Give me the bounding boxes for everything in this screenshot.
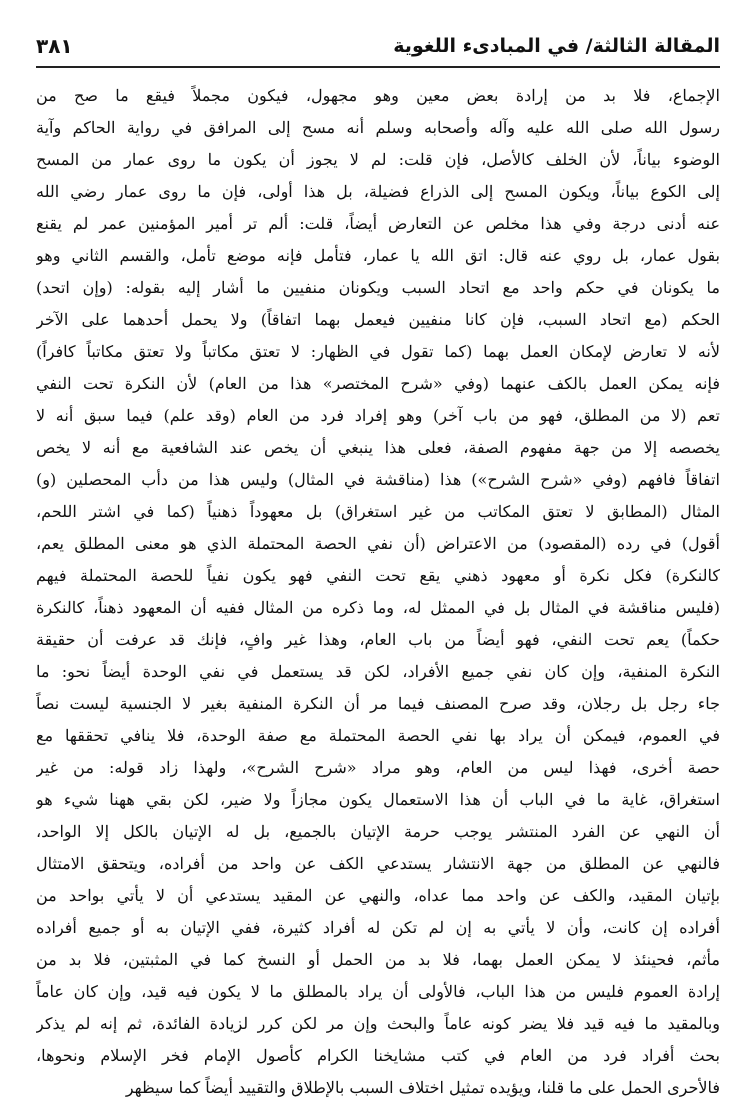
- text-line: يخصصه إلا من جهة مفهوم الصفة، فعلى هذا ينبغي أن يخص عند الشافعية مع أنه لا يخص: [36, 438, 720, 457]
- text-line: بقول عمار، بل روي عنه قال: اتق الله يا عمار، فتأمل فإنه موضع تأمل، والقسم الثاني وهو: [36, 246, 720, 265]
- page-header: [36, 32, 720, 62]
- text-line: مأثم، فحينئذ لا يمكن العمل بهما، فلا بد من الحمل أو النسخ كما في المثبتين، فلا بد من: [36, 950, 720, 969]
- text-line: حصة أخرى، فهذا ليس من العام، وهو مراد «شرح الشرح»، ولهذا زاد قوله: من غير: [36, 758, 720, 777]
- text-line: فإنه يمكن العمل بالكف عنهما (وفي «شرح المختصر» هذا من العام) لأن النكرة تحت النفي: [36, 374, 720, 393]
- page-number: ٣٨١: [36, 34, 73, 58]
- text-line: كالنكرة) فكل نكرة أو معهود ذهني يقع تحت النفي فهو يكون نفياً للحصة المحتملة فيهم: [36, 566, 720, 585]
- text-line: لأنه لا تعارض لإمكان العمل بهما (كما تقول في الظهار: لا تعتق مكاتباً ولا تعتق مكاتباً كافراً): [36, 342, 720, 361]
- text-line: أن النهي عن الفرد المنتشر يوجب حرمة الإتيان بالجميع، بل له الإتيان بالكل إلا الواحد،: [36, 822, 720, 841]
- text-line: استغراق، غاية ما في الباب أن هذا الاستعمال يكون مجازاً ولا ضير، لكن بقي ههنا شيء هو: [36, 790, 720, 809]
- text-line: رسول الله صلى الله عليه وآله وأصحابه وسلم أنه مسح إلى المرافق في رواية الحاكم وآية: [36, 118, 720, 137]
- text-line: الوضوء بياناً، لأن الخلف كالأصل، فإن قلت: لم لا يجوز أن يكون ما روى عمار من المسح: [36, 150, 720, 169]
- text-line: ما يكونان في حكم واحد مع اتحاد السبب ويكونان منفيين ما أشار إليه بقوله: (وإن اتحد): [36, 278, 720, 297]
- text-line: الإجماع، فلا بد من إرادة بعض معين وهو مجهول، فيكون مجملاً فيقع ما صح من: [36, 86, 720, 105]
- text-line: أفراده إن كانت، وأن لا يأتي به إن لم تكن له أفراد كثيرة، ففي الإتيان به أو جميع أفراده: [36, 918, 720, 937]
- text-line: وبالمقيد ما فيه قيد فلا يضر كونه عاماً والبحث وإن مر لكن كرر لزيادة الفائدة، ثم إنه لم يذكر: [36, 1014, 720, 1033]
- text-line: بإتيان المقيد، والكف عن واحد مما عداه، والنهي عن المقيد يستدعي أن لا يأتي بواحد من: [36, 886, 720, 905]
- running-title: المقالة الثالثة/ في المبادىء اللغوية: [393, 35, 720, 57]
- text-line: جاء رجل بل رجلان، وقد صرح المصنف فيما مر أن النكرة المنفية بغير لا الجنسية ليست نصاً: [36, 694, 720, 713]
- text-line: الحكم (مع اتحاد السبب، فإن كانا منفيين فيعمل بهما اتفاقاً) ولا يحمل أحدهما على الآخر: [36, 310, 720, 329]
- text-line: المثال (المطابق لا تعتق المكاتب من غير استغراق) بل معهوداً ذهنياً (كما في اشتر اللحم،: [36, 502, 720, 521]
- text-line: حكماً) يعم تحت النفي، فهو أيضاً من باب العام، وهذا غير وافٍ، فإنك قد عرفت أن حقيقة: [36, 630, 720, 649]
- body-text: [36, 80, 720, 1104]
- text-line: فالنهي عن المطلق من جهة الانتشار يستدعي الكف عن واحد من أفراده، ويتحقق الامتثال: [36, 854, 720, 873]
- text-line: عنه أدنى درجة وفي هذا مخلص عن التعارض أيضاً، قلت: ألم تر أمير المؤمنين عمر لم يقنع: [36, 214, 720, 233]
- text-line: أقول) في رده (المقصود) من الاعتراض (أن نفي الحصة المحتملة الذي هو معنى المطلق يعم،: [36, 534, 720, 553]
- text-line: إلى الكوع بياناً، ويكون المسح إلى الذراع فضيلة، بل هذا أولى، فإن ما روى عمار رضي الله: [36, 182, 720, 201]
- text-line: فالأحرى الحمل على ما قلنا، ويؤيده تمثيل اختلاف السبب بالإطلاق والتقييد أيضاً كما سيظهر: [125, 1078, 720, 1097]
- text-line: (فليس مناقشة في المثال بل في الممثل له، وما ذكره من المثال ففيه أن المعهود ذهناً، كالنكرة: [36, 598, 720, 617]
- header-rule: [36, 66, 720, 68]
- text-line: إرادة العموم فليس من هذا الباب، فالأولى أن يراد بالمطلق ما لا يكون فيه قيد، وإن كان عاماً: [36, 982, 720, 1001]
- text-line: اتفاقاً فافهم (وفي «شرح الشرح») هذا (مناقشة في المثال) وليس هذا من دأب المحصلين (و): [36, 470, 720, 489]
- text-line: تعم (لا من المطلق، فهو من باب آخر) وهو إفراد فرد من العام (وقد علم) فيما سبق أنه لا: [36, 406, 720, 425]
- text-line: بحث أفراد فرد من العام في كتب مشايخنا الكرام كأصول الإمام فخر الإسلام ونحوها،: [36, 1046, 720, 1065]
- text-line: النكرة المنفية، وإن كان نفي جميع الأفراد، لكن قد يستعمل في نفي الوحدة أيضاً نحو: ما: [36, 662, 720, 681]
- text-line: في العموم، فيمكن أن يراد بها نفي الحصة المحتملة مع صفة الوحدة، فلا ينافي تحققها مع: [36, 726, 720, 745]
